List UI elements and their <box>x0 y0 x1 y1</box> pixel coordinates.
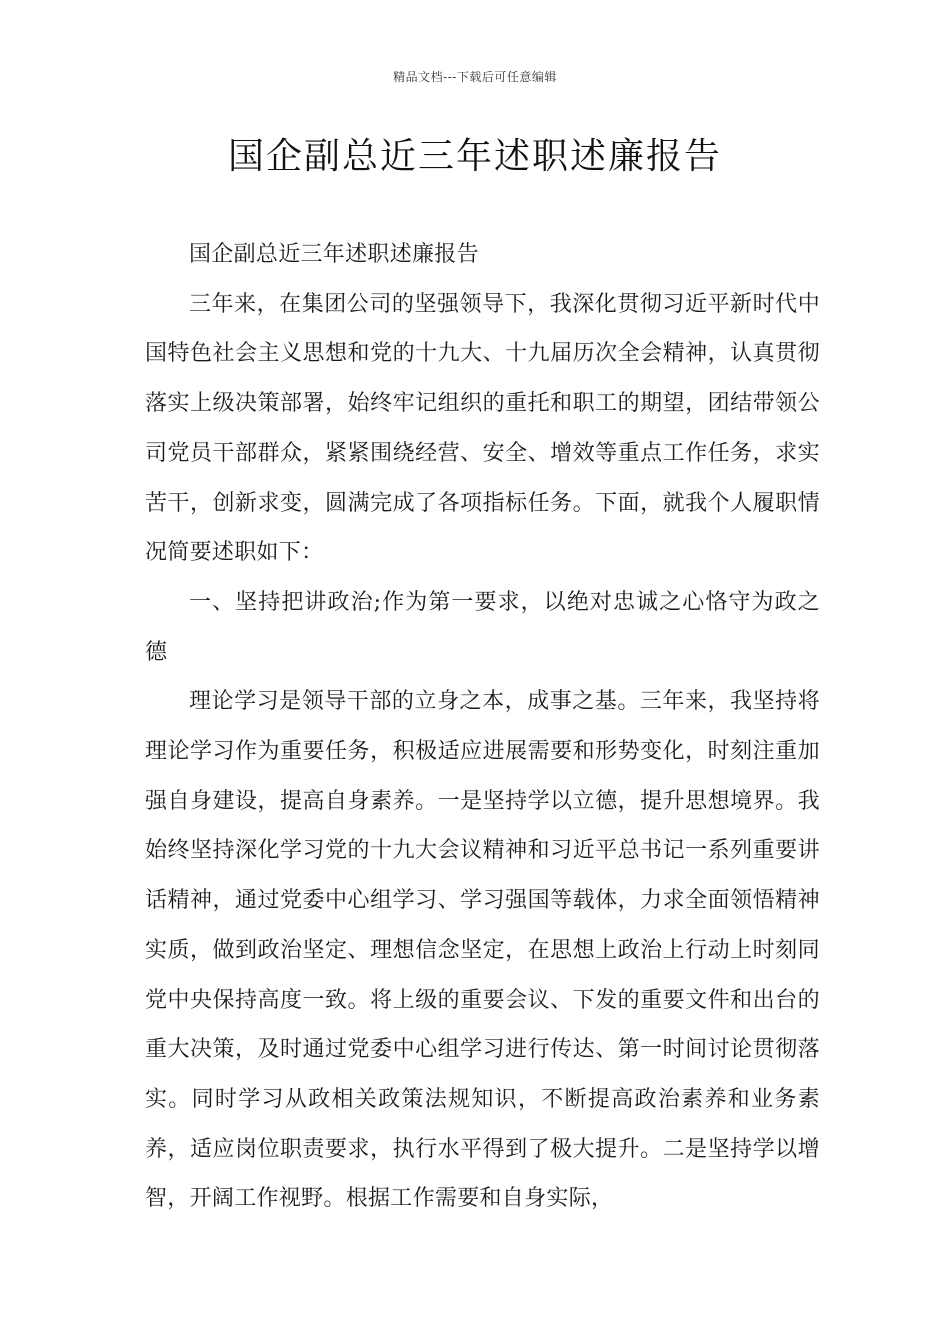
page-header-note: 精品文档---下载后可任意编辑 <box>393 70 557 84</box>
paragraph-theory-study: 理论学习是领导干部的立身之本，成事之基。三年来，我坚持将理论学习作为重要任务，积极适应进展需要和形势变化，时刻注重加强自身建设，提高自身素养。一是坚持学以立德，提升思想境界。我始终坚持深化学习党的十九大会议精神和习近平总书记一系列重要讲话精神，通过党委中心组学习、学习强国等载体，力求全面领悟精神实质，做到政治坚定、理想信念坚定，在思想上政治上行动上时刻同党中央保持高度一致。将上级的重要会议、下发的重要文件和出台的重大决策，及时通过党委中心组学习进行传达、第一时间讨论贯彻落实。同时学习从政相关政策法规知识，不断提高政治素养和业务素养，适应岗位职责要求，执行水平得到了极大提升。二是坚持学以增智，开阔工作视野。根据工作需要和自身实际， <box>145 689 820 1212</box>
document-body <box>145 230 820 1224</box>
section-heading-1: 一、坚持把讲政治;作为第一要求，以绝对忠诚之心恪守为政之德 <box>145 589 820 665</box>
paragraph-intro: 三年来，在集团公司的坚强领导下，我深化贯彻习近平新时代中国特色社会主义思想和党的十九大、十九届历次全会精神，认真贯彻落实上级决策部署，始终牢记组织的重托和职工的期望，团结带领公司党员干部群众，紧紧围绕经营、安全、增效等重点工作任务，求实苦干，创新求变，圆满完成了各项指标任务。下面，就我个人履职情况简要述职如下： <box>145 291 820 566</box>
paragraph-subtitle: 国企副总近三年述职述廉报告 <box>189 242 479 267</box>
document-title: 国企副总近三年述职述廉报告 <box>227 136 722 177</box>
